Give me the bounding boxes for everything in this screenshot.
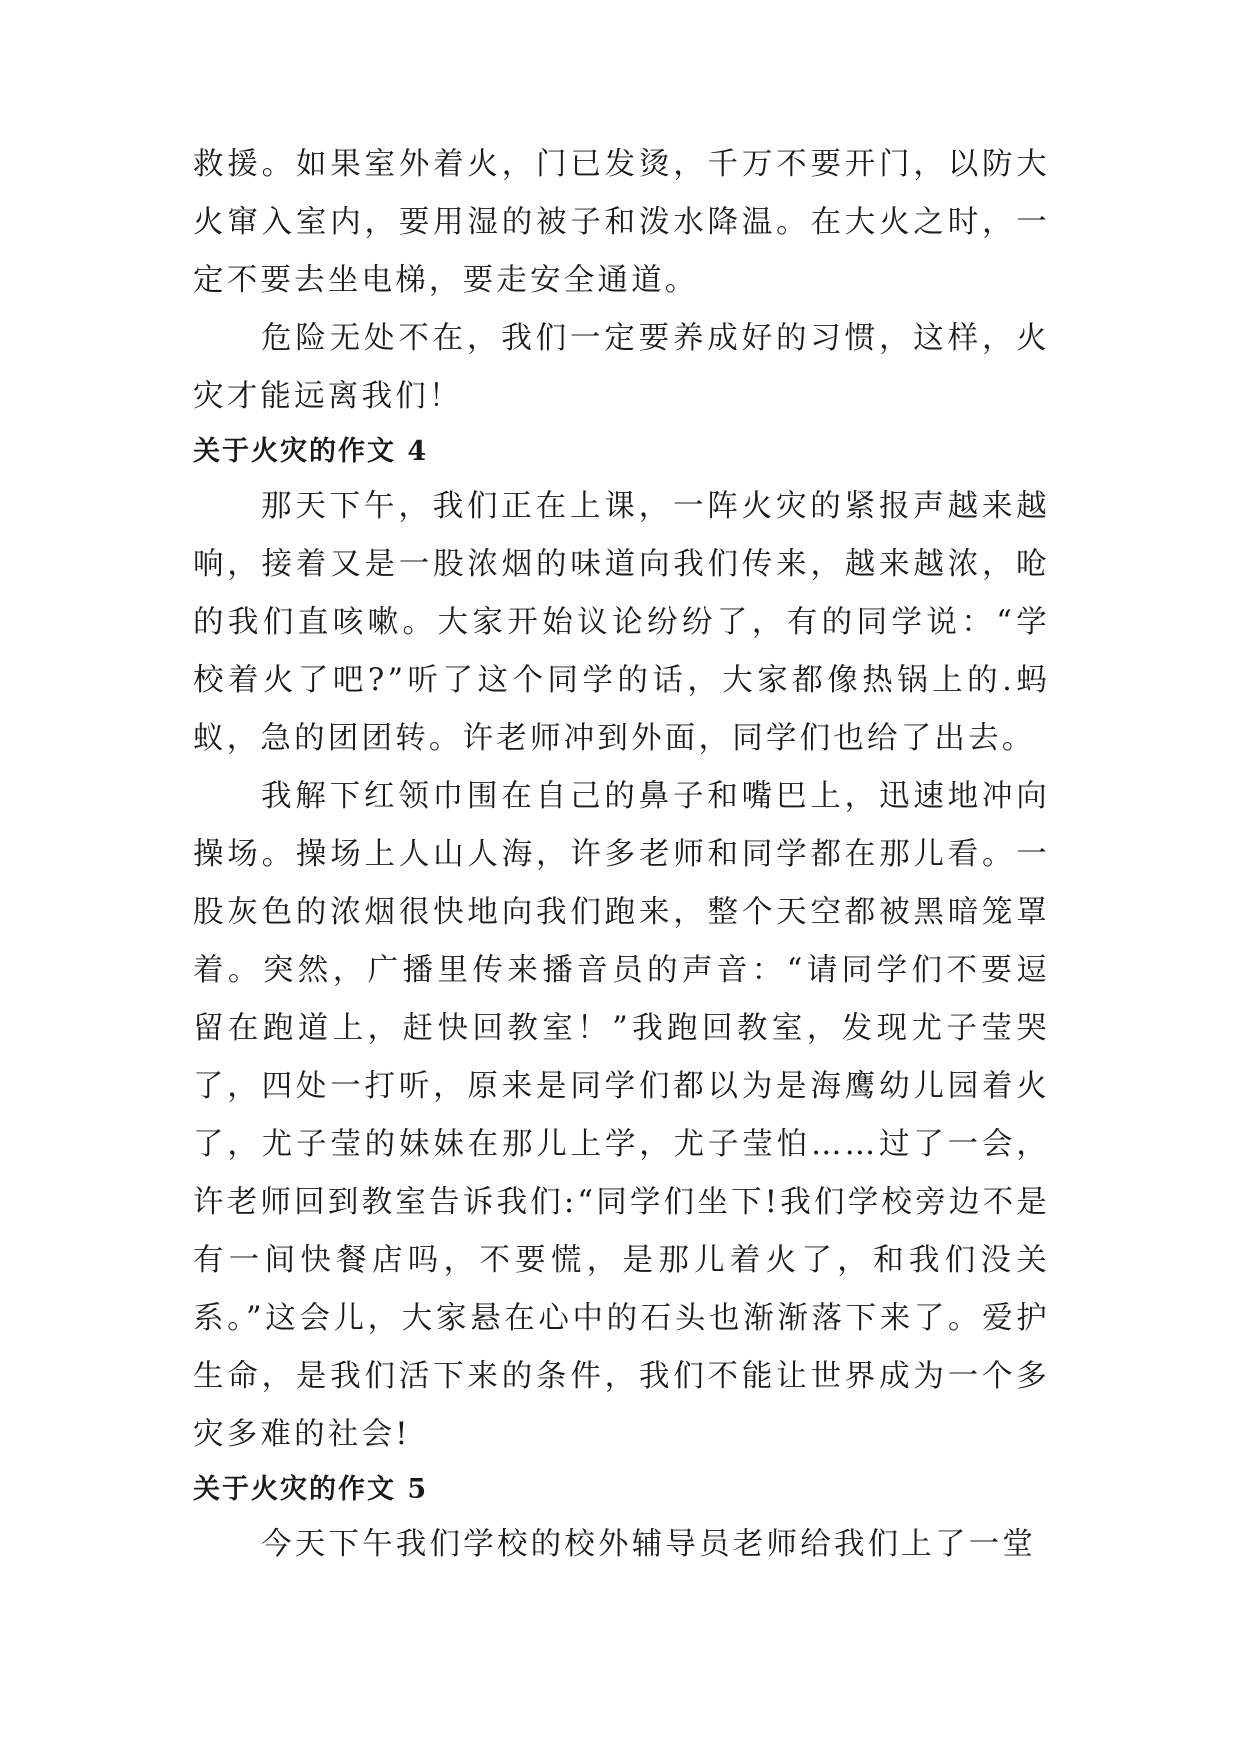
section-title-essay-5: 关于火灾的作文 5 bbox=[193, 1474, 429, 1505]
essay-5-paragraph-1: 今天下午我们学校的校外辅导员老师给我们上了一堂 bbox=[261, 1527, 1037, 1562]
essay-4-paragraph-2: 我解下红领巾围在自己的鼻子和嘴巴上，迅速地冲向操场。操场上人山人海，许多老师和同学都在那儿看。一股灰色的浓烟很快地向我们跑来，整个天空都被黑暗笼罩着。突然，广播里传来播音员的声音：“请同学们不要逗留在跑道上，赶快回教室！”我跑回教室，发现尤子莹哭了，四处一打听，原来是同学们都以为是海鹰幼儿园着火了，尤子莹的妹妹在那儿上学，尤子莹怕……过了一会，许老师回到教室告诉我们:“同学们坐下!我们学校旁边不是有一间快餐店吗，不要慌，是那儿着火了，和我们没关系。”这会儿，大家悬在心中的石头也渐渐落下来了。爱护生命，是我们活下来的条件，我们不能让世界成为一个多灾多难的社会! bbox=[193, 779, 1050, 1452]
paragraph-continued: 救援。如果室外着火，门已发烫，千万不要开门，以防大火窜入室内，要用湿的被子和泼水降温。在大火之时，一定不要去坐电梯，要走安全通道。 bbox=[193, 147, 1050, 298]
document-body bbox=[193, 136, 1050, 1574]
essay-4-paragraph-1: 那天下午，我们正在上课，一阵火灾的紧报声越来越响，接着又是一股浓烟的味道向我们传来，越来越浓，呛的我们直咳嗽。大家开始议论纷纷了，有的同学说：“学校着火了吧?”听了这个同学的话，大家都像热锅上的.蚂蚁，急的团团转。许老师冲到外面，同学们也给了出去。 bbox=[193, 489, 1050, 756]
section-title-essay-4: 关于火灾的作文 4 bbox=[193, 436, 429, 467]
paragraph-conclusion: 危险无处不在，我们一定要养成好的习惯，这样，火灾才能远离我们！ bbox=[193, 321, 1050, 414]
